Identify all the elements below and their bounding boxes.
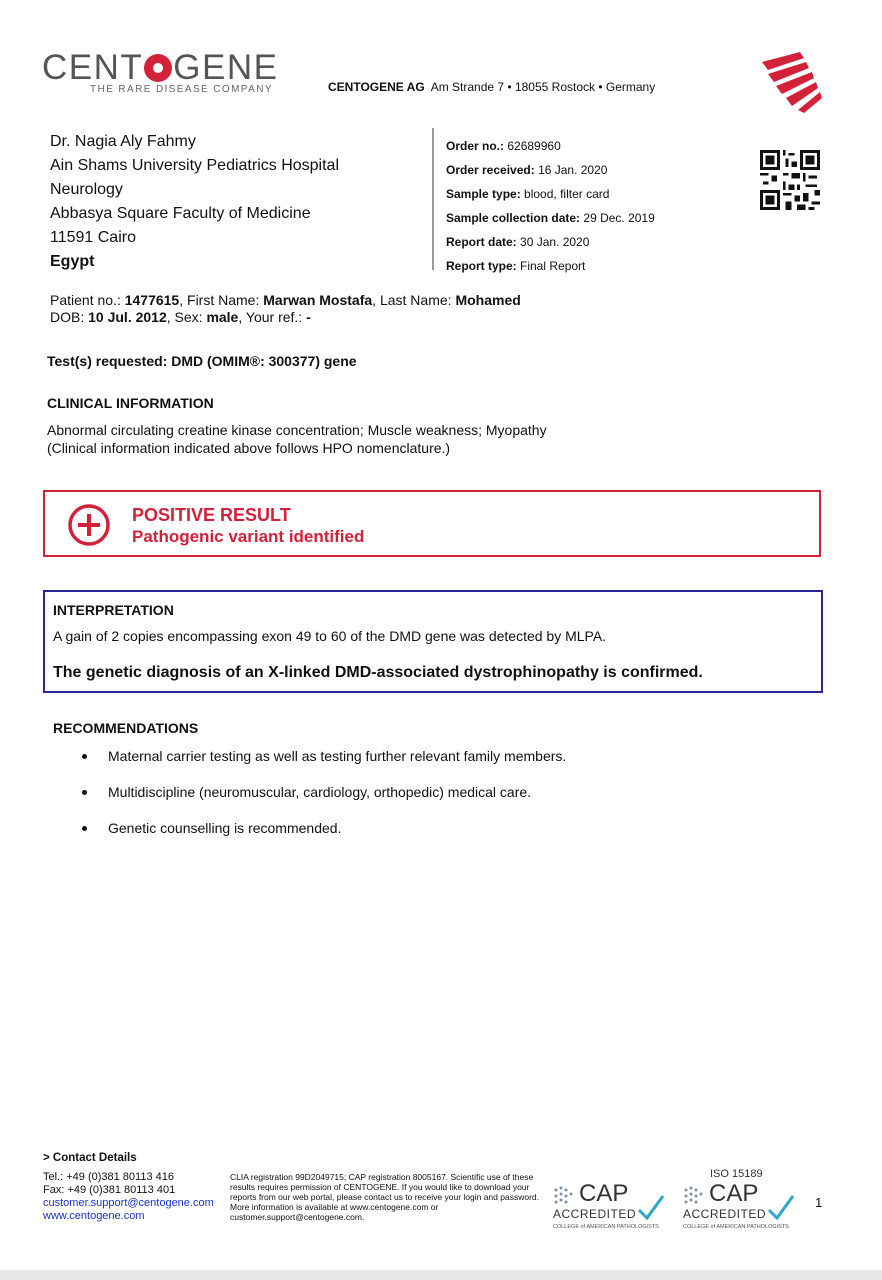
report-type-label: Report type:	[446, 259, 517, 273]
collection-date-label: Sample collection date:	[446, 211, 581, 225]
recipient-country: Egypt	[50, 253, 95, 270]
recipient-address	[50, 130, 339, 274]
cap-accredited: ACCREDITED	[683, 1207, 767, 1221]
recommendation-text: Multidiscipline (neuromuscular, cardiology, orthopedic) medical care.	[108, 784, 532, 800]
contact-heading: > Contact Details	[43, 1152, 137, 1164]
recipient-line: Ain Shams University Pediatrics Hospital	[50, 157, 339, 174]
sex: male	[206, 309, 239, 325]
last-name: Mohamed	[455, 292, 521, 308]
order-no-label: Order no.:	[446, 139, 505, 153]
company-name: CENTOGENE AG	[328, 80, 425, 94]
company-address-line	[328, 80, 655, 94]
result-title: POSITIVE RESULT	[132, 505, 291, 525]
result-subtitle: Pathogenic variant identified	[132, 527, 365, 546]
recommendations-heading: RECOMMENDATIONS	[53, 720, 199, 736]
logo-tagline: THE RARE DISEASE COMPANY	[90, 84, 273, 95]
bullet-icon	[82, 790, 87, 795]
recipient-line: Abbasya Square Faculty of Medicine	[50, 205, 311, 222]
cap-title: CAP	[709, 1180, 759, 1207]
cap-college: COLLEGE of AMERICAN PATHOLOGISTS	[553, 1224, 659, 1230]
cap-iso-accreditation-logo	[683, 1180, 803, 1232]
order-details	[446, 134, 655, 278]
divider	[432, 128, 434, 270]
dob: 10 Jul. 2012	[88, 309, 167, 325]
first-name-label: , First Name:	[179, 292, 260, 308]
centogene-logo	[42, 48, 278, 88]
contact-details	[43, 1152, 214, 1223]
qr-code-icon	[760, 150, 820, 210]
interpretation-conclusion: The genetic diagnosis of an X-linked DMD-associated dystrophinopathy is confirmed.	[53, 664, 703, 681]
interpretation-text: A gain of 2 copies encompassing exon 49 to 60 of the DMD gene was detected by MLPA.	[53, 628, 607, 644]
company-address: Am Strande 7 • 18055 Rostock • Germany	[430, 80, 656, 94]
sample-type-label: Sample type:	[446, 187, 521, 201]
checkmark-icon	[637, 1194, 665, 1220]
ref: -	[306, 309, 311, 325]
clinical-line: Abnormal circulating creatine kinase concentration; Muscle weakness; Myopathy	[47, 422, 547, 438]
cap-accredited: ACCREDITED	[553, 1207, 637, 1221]
recipient-line: Neurology	[50, 181, 123, 198]
website-link[interactable]: www.centogene.com	[43, 1210, 145, 1222]
patient-info	[50, 292, 521, 326]
clinical-info	[47, 421, 547, 457]
order-received: 16 Jan. 2020	[538, 163, 608, 177]
contact-tel: Tel.: +49 (0)381 80113 416	[43, 1171, 174, 1183]
test-requested: Test(s) requested: DMD (OMIM®: 300377) gene	[47, 353, 357, 369]
cap-dots-icon	[683, 1186, 705, 1206]
legal-notice: CLIA registration 99D2049715; CAP registration 8005167. Scientific use of these results requires permission of CENTOGENE. If you would like to download your reports from our web portal, please contact us to receive your login and password. More information is available at www.centogene.com or customer.support@centogene.com.	[230, 1172, 539, 1222]
bullet-icon	[82, 754, 87, 759]
iso-label: ISO 15189	[710, 1168, 763, 1180]
recipient-line: Dr. Nagia Aly Fahmy	[50, 133, 196, 150]
bullet-icon	[82, 826, 87, 831]
patient-no-label: Patient no.:	[50, 292, 121, 308]
checkmark-icon	[767, 1194, 795, 1220]
page-number: 1	[815, 1195, 823, 1210]
clinical-note: (Clinical information indicated above follows HPO nomenclature.)	[47, 440, 451, 456]
page-bottom-edge	[0, 1270, 882, 1280]
recipient-line: 11591 Cairo	[50, 229, 136, 246]
contact-email-link[interactable]: customer.support@centogene.com	[43, 1197, 214, 1209]
corner-rays-logo-icon	[760, 50, 824, 114]
cap-dots-icon	[553, 1186, 575, 1206]
report-type: Final Report	[520, 259, 586, 273]
logo-text-right: GENE	[173, 48, 279, 87]
cap-college: COLLEGE of AMERICAN PATHOLOGISTS	[683, 1224, 789, 1230]
order-received-label: Order received:	[446, 163, 535, 177]
report-date-label: Report date:	[446, 235, 517, 249]
logo-text-left: CENT	[42, 48, 144, 87]
order-no: 62689960	[507, 139, 561, 153]
logo-flower-icon	[144, 54, 172, 82]
clinical-heading: CLINICAL INFORMATION	[47, 395, 214, 411]
ref-label: , Your ref.:	[238, 309, 303, 325]
cap-accreditation-logo	[553, 1180, 673, 1232]
collection-date: 29 Dec. 2019	[583, 211, 655, 225]
first-name: Marwan Mostafa	[263, 292, 373, 308]
plus-circle-icon	[67, 503, 111, 547]
recommendation-text: Genetic counselling is recommended.	[108, 820, 342, 836]
contact-fax: Fax: +49 (0)381 80113 401	[43, 1184, 176, 1196]
interpretation-heading: INTERPRETATION	[53, 602, 174, 618]
recommendation-text: Maternal carrier testing as well as testing further relevant family members.	[108, 748, 567, 764]
last-name-label: , Last Name:	[372, 292, 452, 308]
report-date: 30 Jan. 2020	[520, 235, 590, 249]
dob-label: DOB:	[50, 309, 85, 325]
cap-title: CAP	[579, 1180, 629, 1207]
sex-label: , Sex:	[166, 309, 203, 325]
sample-type: blood, filter card	[524, 187, 610, 201]
patient-no: 1477615	[124, 292, 180, 308]
